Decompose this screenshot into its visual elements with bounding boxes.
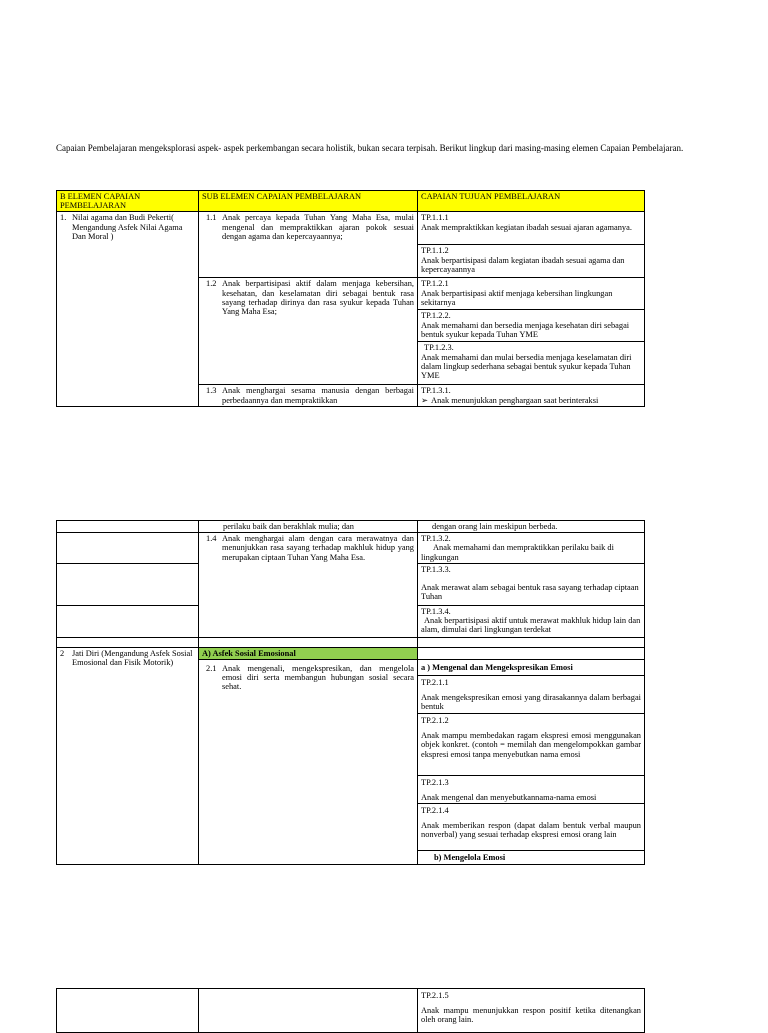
sub-1-4-cell: 1.4 Anak menghargai alam dengan cara merawatnya dan menunjukkan rasa sayang terhadap makhluk hidup yang merupakan ciptaan Tuhan Yang Maha Esa. [199,533,418,638]
tp-1-2-3: TP.1.2.3. Anak memahami dan mulai bersedia menjaga keselamatan diri dalam lingkup sederhana sebagai bentuk syukur kepada Tuhan YME [421,343,632,381]
group-b-heading: b) Mengelola Emosi [434,853,506,863]
sub-2-1-text: Anak mengenali, mengekspresikan, dan mengelola emosi diri serta membangun hubungan sosial secara sehat. [222,664,414,692]
aspek-a-label: A) Asfek Sosial Emosional [199,647,418,659]
element-1-label: Nilai agama dan Budi Pekerti( Mengandung Asfek Nilai Agama Dan Moral ) [72,213,183,241]
tp-1-3-1-cell: TP.1.3.1. ➢ Anak menunjukkan penghargaan saat berinteraksi [418,385,645,406]
cp-table-part2 [56,520,645,865]
sub-1-4-text: Anak menghargai alam dengan cara merawatnya dan menunjukkan rasa sayang terhadap makhluk hidup yang merupakan ciptaan Tuhan Yang Maha Esa. [222,534,414,562]
cp-table-part3 [56,988,645,1033]
tp-2-1-4: TP.2.1.4 Anak memberikan respon (dapat dalam bentuk verbal maupun nonverbal) yang sesuai terhadap ekspresi emosi orang lain [418,804,644,851]
group-a-heading: a ) Mengenal dan Mengekspresikan Emosi [418,660,644,676]
sub-1-1-cell: 1.1 Anak percaya kepada Tuhan Yang Maha Esa, mulai mengenal dan mempraktikkan ajaran pokok sesuai dengan agama dan kepercayaannya; [199,212,418,278]
sub-1-3-cell: 1.3 Anak menghargai sesama manusia dengan berbagai perbedaannya dan mempraktikkan [199,385,418,406]
tp-2-1-2: TP.2.1.2 Anak mampu membedakan ragam ekspresi emosi menggunakan objek konkret. (contoh = memilah dan mengelompokkan gambar ekspresi emosi tanpa menyebutkan nama emosi [418,714,644,776]
sub-1-2-cell: 1.2 Anak berpartisipasi aktif dalam menjaga kebersihan, kesehatan, dan keselamatan diri sebagai bentuk rasa sayang terhadap dirinya dan rasa syukur kepada Tuhan Yang Maha Esa; [199,278,418,385]
element-1-cont-cell [57,521,199,533]
tp-1-3-1-cont: dengan orang lain meskipun berbeda. [418,521,645,533]
tp-1-2-1: TP.1.2.1 Anak berpartisipasi aktif menjaga kebersihan lingkungan sekitarnya [418,278,644,310]
tp-1-3-4: TP.1.3.4. Anak berpartisipasi aktif untuk merawat makhluk hidup lain dan alam, dimulai dari lingkungan terdekat [418,605,645,637]
sub-1-3-text: Anak menghargai sesama manusia dengan berbagai perbedaannya dan mempraktikkan [222,386,414,405]
arrow-bullet-icon: ➢ [421,395,429,405]
element-1-cell: 1. Nilai agama dan Budi Pekerti( Mengandung Asfek Nilai Agama Dan Moral ) [57,212,199,406]
tp-1-1-2: TP.1.1.2 Anak berpartisipasi dalam kegiatan ibadah sesuai agama dan kepercayaannya [421,246,625,274]
element-2-label: Jati Diri (Mengandung Asfek Sosial Emosional dan Fisik Motorik) [72,648,193,668]
element-2-cell: 2 Jati Diri (Mengandung Asfek Sosial Emosional dan Fisik Motorik) [57,647,199,864]
tp-1-3-2: TP.1.3.2. Anak memahami dan mempraktikkan perilaku baik di lingkungan [418,533,645,564]
sub-1-2-text: Anak berpartisipasi aktif dalam menjaga kebersihan, kesehatan, dan keselamatan diri sebagai bentuk rasa sayang terhadap dirinya dan rasa syukur kepada Tuhan Yang Maha Esa; [222,279,414,317]
tp-2-1-cell [418,660,645,865]
sub-1-1-text: Anak percaya kepada Tuhan Yang Maha Esa, mulai mengenal dan mempraktikkan ajaran pokok sesuai dengan agama dan kepercayaannya; [222,213,414,241]
header-tujuan: CAPAIAN TUJUAN PEMBELAJARAN [418,191,645,212]
tp-1-1-1: TP.1.1.1 Anak mempraktikkan kegiatan ibadah sesuai ajaran agamanya. [418,212,644,245]
tp-1-1-cell [418,212,645,278]
tp-1-2-2: TP.1.2.2. Anak memahami dan bersedia menjaga kesehatan diri sebagai bentuk syukur kepada Tuhan YME [418,310,644,342]
tp-1-3-3: TP.1.3.3. Anak merawat alam sebagai bentuk rasa sayang terhadap ciptaan Tuhan [418,563,645,605]
sub-1-3-cont: perilaku baik dan berakhlak mulia; dan [199,521,418,533]
tp-2-1-1: TP.2.1.1 Anak mengekspresikan emosi yang dirasakannya dalam berbagai bentuk [418,676,644,714]
cp-table-part1 [56,190,645,407]
header-elemen: B ELEMEN CAPAIAN PEMBELAJARAN [57,191,199,212]
tp-1-2-cell [418,278,645,385]
intro-paragraph: Capaian Pembelajaran mengeksplorasi aspek- aspek perkembangan secara holistik, bukan secara terpisah. Berikut lingkup dari masing-masing elemen Capaian Pembelajaran. [56,143,684,153]
tp-2-1-5: TP.2.1.5 Anak mampu menunjukkan respon positif ketika ditenangkan oleh orang lain. [421,991,641,1025]
sub-2-1-cell: 2.1 Anak mengenali, mengekspresikan, dan mengelola emosi diri serta membangun hubungan sosial secara sehat. [199,660,418,865]
tp-2-1-3: TP.2.1.3 Anak mengenal dan menyebutkannama-nama emosi [418,776,644,804]
header-sub-elemen: SUB ELEMEN CAPAIAN PEMBELAJARAN [199,191,418,212]
